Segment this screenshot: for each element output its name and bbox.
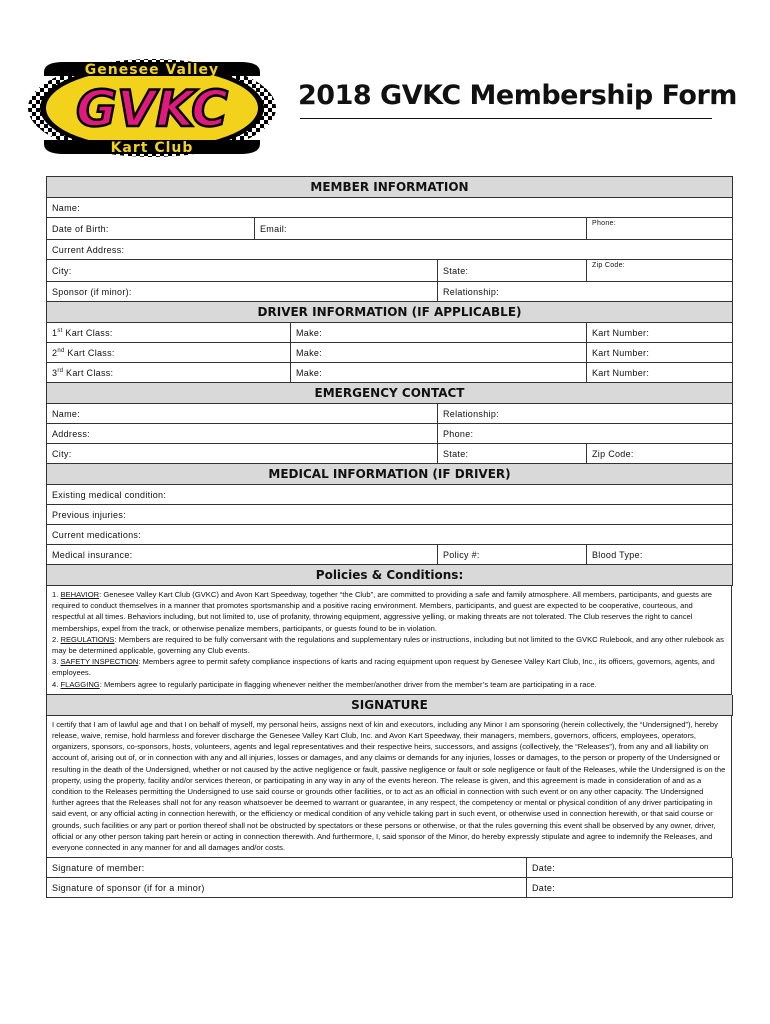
- policy-number: 4.: [52, 679, 59, 689]
- signature-lines: [46, 858, 733, 898]
- medical-insurance-field[interactable]: Medical insurance:: [47, 545, 438, 565]
- make-2-field[interactable]: Make:: [291, 343, 587, 363]
- policy-number-field[interactable]: Policy #:: [438, 545, 587, 565]
- policy-text: : Genesee Valley Kart Club (GVKC) and Avon Kart Speedway, together “the Club”, are committed to providing a safe and family atmosphere. All members, participants, and guests are required to conduct themselves in a manner that promotes sportsmanship and a positive racing environment. Members, participants, and guest are expected to be cooperative, courteous, and respectful at all times. Behaviors including, but not limited to, use of profanity, throwing equipment, aggressive yelling, or making threats are not tolerated. The Club reserves the right to cancel memberships, expel from the track, or otherwise penalize members, participants, or guests found to be in violation.: [52, 590, 713, 633]
- signature-grid: [46, 695, 733, 716]
- sponsor-signature-field[interactable]: Signature of sponsor (if for a minor): [47, 878, 527, 898]
- policy-number: 2.: [52, 634, 59, 644]
- emergency-address-field[interactable]: Address:: [47, 424, 438, 444]
- logo-top-text: Genesee Valley: [84, 62, 220, 78]
- emergency-city-field[interactable]: City:: [47, 444, 438, 464]
- policies-header: Policies & Conditions:: [47, 565, 733, 586]
- current-address-field[interactable]: Current Address:: [47, 240, 733, 260]
- policy-title: FLAGGING: [60, 679, 100, 689]
- emergency-relationship-field[interactable]: Relationship:: [438, 404, 733, 424]
- sponsor-field[interactable]: Sponsor (if minor):: [47, 282, 438, 302]
- kart-class-2-sup: nd: [57, 347, 65, 354]
- blood-type-field[interactable]: Blood Type:: [587, 545, 733, 565]
- policy-text: : Members agree to regularly participate in flagging whenever neither the member/another driver from the member’s team are participating in a race.: [99, 679, 597, 689]
- current-medications-field[interactable]: Current medications:: [47, 525, 733, 545]
- policies-block: [46, 586, 732, 695]
- emergency-state-field[interactable]: State:: [438, 444, 587, 464]
- emergency-phone-field[interactable]: Phone:: [438, 424, 733, 444]
- policy-number: 3.: [52, 657, 59, 667]
- kart-class-3-sup: rd: [57, 367, 64, 374]
- emergency-zip-field[interactable]: Zip Code:: [587, 444, 733, 464]
- make-3-field[interactable]: Make:: [291, 363, 587, 383]
- medical-condition-field[interactable]: Existing medical condition:: [47, 485, 733, 505]
- phone-field[interactable]: Phone:: [587, 218, 733, 240]
- form-grid: [46, 176, 733, 586]
- kart-class-3-label: Kart Class:: [63, 367, 114, 378]
- kart-class-1-num: 1: [52, 327, 58, 338]
- kart-class-2-label: Kart Class:: [64, 347, 115, 358]
- policy-title: REGULATIONS: [60, 634, 115, 644]
- signature-header: SIGNATURE: [47, 695, 733, 716]
- policy-item: [52, 634, 726, 656]
- city-field[interactable]: City:: [47, 260, 438, 282]
- kart-class-3-field[interactable]: [47, 363, 291, 383]
- medical-info-header: MEDICAL INFORMATION (IF DRIVER): [47, 464, 733, 485]
- member-info-header: MEMBER INFORMATION: [47, 177, 733, 198]
- kart-class-3-num: 3: [52, 367, 58, 378]
- policy-text: : Members are required to be fully conversant with the regulations and supplementary rules or instructions, including but not limited to the GVKC Rulebook, and any other rulebook as may be determined applicable, governing any Club events.: [52, 634, 724, 656]
- logo-bottom-text: Kart Club: [110, 140, 194, 156]
- previous-injuries-field[interactable]: Previous injuries:: [47, 505, 733, 525]
- dob-field[interactable]: Date of Birth:: [47, 218, 255, 240]
- member-date-field[interactable]: Date:: [527, 858, 733, 878]
- membership-form: [46, 176, 732, 898]
- kart-class-1-sup: st: [57, 327, 63, 334]
- sponsor-date-field[interactable]: Date:: [527, 878, 733, 898]
- driver-info-header: DRIVER INFORMATION (IF APPLICABLE): [47, 302, 733, 323]
- kart-number-2-field[interactable]: Kart Number:: [587, 343, 733, 363]
- title-underline: [300, 118, 712, 119]
- policy-title: SAFETY INSPECTION: [60, 657, 139, 667]
- gvkc-logo-graphic: [24, 56, 280, 160]
- kart-class-2-num: 2: [52, 347, 58, 358]
- kart-class-1-field[interactable]: [47, 323, 291, 343]
- emergency-name-field[interactable]: Name:: [47, 404, 438, 424]
- release-text: I certify that I am of lawful age and that I on behalf of myself, my personal heirs, assigns next of kin and executors, including any Minor I am sponsoring (herein collectively, the “Undersigned”), hereby release, waive, remise, hold harmless and forever discharge the Genesee Valley Kart Club, Inc. and Avon Kart Speedway, their managers, members, governors, officers, employees, operators, organizers, sponsors, co-sponsors, hosts, volunteers, agents and legal representatives and their respective heirs, successors, and assigns (collectively, the “Releases”), from any and all liability on account of, arising out of, or in connection with any and all injuries, losses or damages, and any claims or demands for any injuries, losses or damages, to the person or property of the Undersigned or resulting in the death of the Undersigned, whether or not caused by the active negligence or fault, passive negligence or fault or sole negligence or fault of the Releases, while the Undersigned is on the property, using the property, facility and/or services thereon, or participating in any way in any of the events hereon. The release is given, and this agreement is made in consideration of and as a condition to the Releases permitting the Undersigned to use said course or grounds other facilities, or to act as an official in connection with such event or on any other capacity. The Undersigned further agrees that the Releases shall not for any reason whatsoever be deemed to warrant or guarantee, in any respect, the competency or mental or physical condition of any driver participating in said event, or any official acting in connection herewith, or the efficiency or medical condition of any vehicle taking part in such event, or otherwise used in connection herewith, or that said course or grounds, such facilities or any part or portion thereof shall not be obstructed by spectators or these persons or otherwise, or that the rules governing this event shall be observed by any owner, driver, official or any other person taking part herein or acting in connection therewith. And furthermore, I, said sponsor of the Minor, do hereby expressly stipulate and agree to indemnify the Releases, and everyone connected in any manner for and all damages and/or costs.: [46, 716, 732, 858]
- policy-title: BEHAVIOR: [60, 590, 100, 599]
- emergency-contact-header: EMERGENCY CONTACT: [47, 383, 733, 404]
- name-field[interactable]: Name:: [47, 198, 733, 218]
- zip-field[interactable]: Zip Code:: [587, 260, 733, 282]
- policy-item: [52, 679, 726, 690]
- policy-item: [52, 589, 726, 634]
- email-field[interactable]: Email:: [255, 218, 587, 240]
- gvkc-logo: [24, 56, 280, 160]
- member-signature-field[interactable]: Signature of member:: [47, 858, 527, 878]
- logo-main-text: GVKC: [76, 80, 228, 138]
- state-field[interactable]: State:: [438, 260, 587, 282]
- policy-item: [52, 656, 726, 678]
- kart-class-1-label: Kart Class:: [62, 327, 113, 338]
- kart-number-1-field[interactable]: Kart Number:: [587, 323, 733, 343]
- policy-number: 1.: [52, 590, 59, 599]
- make-1-field[interactable]: Make:: [291, 323, 587, 343]
- page-title: 2018 GVKC Membership Form: [298, 80, 737, 111]
- kart-number-3-field[interactable]: Kart Number:: [587, 363, 733, 383]
- policy-text: : Members agree to permit safety compliance inspections of karts and racing equipment upon request by Genesee Valley Kart Club, Inc., its officers, governors, agents, and employees.: [52, 657, 715, 678]
- sponsor-relationship-field[interactable]: Relationship:: [438, 282, 733, 302]
- kart-class-2-field[interactable]: [47, 343, 291, 363]
